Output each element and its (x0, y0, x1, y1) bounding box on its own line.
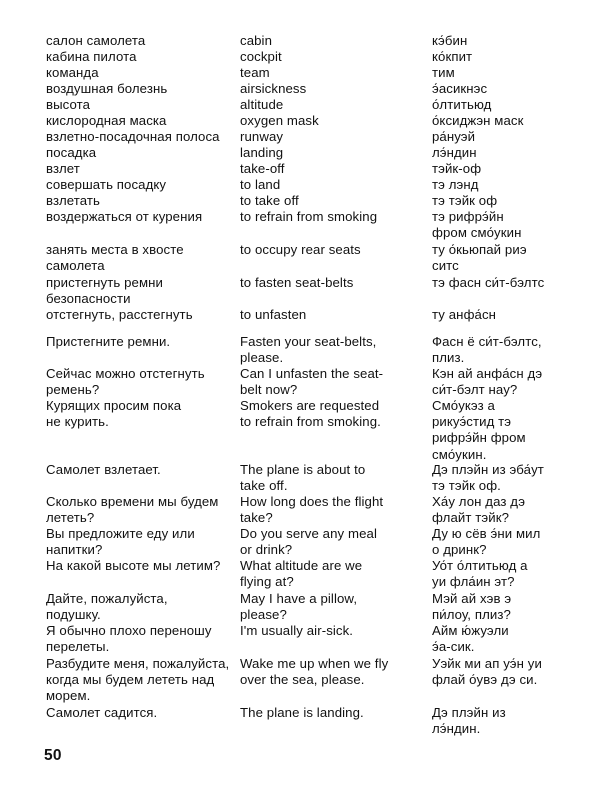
english-phrase (240, 656, 418, 688)
transcription-line: о́ксиджэн маск (432, 113, 524, 128)
russian-phrase-line: пристегнуть ремни (46, 275, 164, 290)
russian-phrase-line: кабина пилота (46, 49, 137, 64)
english-phrase (240, 33, 418, 49)
english-phrase (240, 145, 418, 161)
russian-phrase-line: На какой высоте мы летим? (46, 558, 221, 573)
russian-phrase (46, 145, 238, 161)
russian-phrase-line: Дайте, пожалуйста, (46, 591, 168, 606)
russian-phrase (46, 366, 238, 398)
russian-phrase (46, 623, 238, 655)
russian-phrase (46, 398, 238, 430)
transcription-line: кэ́бин (432, 33, 468, 48)
english-phrase (240, 591, 418, 623)
russian-phrase (46, 113, 238, 129)
transcription-line: тим (432, 65, 455, 80)
english-phrase-line: belt now? (240, 382, 298, 398)
russian-phrase (46, 65, 238, 81)
russian-phrase-line: когда мы будем лететь над (46, 672, 215, 688)
transcription-line: уи фла́ин эт? (432, 574, 515, 590)
transcription-line: флайт тэйк? (432, 510, 509, 526)
transcription-line: Ду ю сёв э́ни мил (432, 526, 541, 541)
transcription (432, 494, 597, 526)
english-phrase (240, 334, 418, 366)
english-phrase (240, 97, 418, 113)
russian-phrase-line: Сейчас можно отстегнуть (46, 366, 205, 381)
english-phrase (240, 209, 418, 225)
transcription-line: о́лтитьюд (432, 97, 492, 112)
transcription-line: Уо́т о́лтитьюд а (432, 558, 528, 573)
transcription (432, 275, 597, 291)
russian-phrase (46, 494, 238, 526)
english-phrase-line: landing (240, 145, 284, 160)
english-phrase-line: What altitude are we (240, 558, 363, 573)
transcription-line: ту анфа́сн (432, 307, 497, 322)
transcription-line: флай о́увэ дэ си. (432, 672, 538, 688)
english-phrase (240, 65, 418, 81)
russian-phrase-line: Курящих просим пока (46, 398, 182, 413)
russian-phrase-line: высота (46, 97, 91, 112)
english-phrase-line: Can I unfasten the seat- (240, 366, 384, 381)
transcription (432, 558, 597, 590)
russian-phrase-line: взлет (46, 161, 80, 176)
russian-phrase (46, 209, 238, 225)
transcription-line: Смо́укэз а (432, 398, 495, 413)
transcription (432, 398, 597, 463)
english-phrase (240, 623, 418, 639)
english-phrase (240, 129, 418, 145)
english-phrase-line: take off. (240, 478, 288, 494)
russian-phrase-line: занять места в хвосте (46, 242, 184, 257)
english-phrase (240, 307, 418, 323)
transcription (432, 656, 597, 688)
english-phrase-line: to occupy rear seats (240, 242, 361, 257)
transcription-line: Ха́у лон даз дэ (432, 494, 526, 509)
transcription (432, 113, 597, 129)
english-phrase-line: take-off (240, 161, 285, 176)
russian-phrase (46, 177, 238, 193)
english-phrase (240, 113, 418, 129)
transcription-line: рифрэ́йн фром (432, 430, 526, 446)
transcription (432, 307, 597, 323)
english-phrase-line: flying at? (240, 574, 294, 590)
english-phrase-line: The plane is landing. (240, 705, 364, 720)
transcription-line: ко́кпит (432, 49, 473, 64)
transcription (432, 334, 597, 366)
english-phrase-line: altitude (240, 97, 284, 112)
transcription-line: э́асикнэс (432, 81, 488, 96)
english-phrase-line: to land (240, 177, 281, 192)
english-phrase-line: to take off (240, 193, 299, 208)
english-phrase (240, 558, 418, 590)
transcription-line: ту о́кьюпай риэ (432, 242, 527, 257)
english-phrase-line: Wake me up when we fly (240, 656, 389, 671)
russian-phrase-line: посадка (46, 145, 97, 160)
transcription-line: тэ лэнд (432, 177, 479, 192)
transcription-line: Уэйк ми ап уэ́н уи (432, 656, 542, 671)
russian-phrase (46, 97, 238, 113)
russian-phrase-line: напитки? (46, 542, 103, 558)
transcription-line: фром смо́укин (432, 225, 522, 241)
page-number: 50 (44, 747, 62, 764)
russian-phrase-line: безопасности (46, 291, 131, 307)
english-phrase-line: over the sea, please. (240, 672, 365, 688)
english-phrase-line: or drink? (240, 542, 293, 558)
russian-phrase (46, 705, 238, 721)
russian-phrase-line: морем. (46, 688, 91, 704)
russian-phrase-line: взлетно-посадочная полоса (46, 129, 220, 144)
english-phrase-line: cabin (240, 33, 273, 48)
transcription-line: Дэ плэйн из эба́ут (432, 462, 544, 477)
english-phrase-line: to refrain from smoking (240, 209, 378, 224)
transcription-line: пи́лоу, плиз? (432, 607, 511, 623)
russian-phrase (46, 307, 238, 323)
english-phrase (240, 275, 418, 291)
transcription (432, 242, 597, 274)
transcription-line: рикуэ́стид тэ (432, 414, 512, 430)
transcription-line: тэ тэйк оф (432, 193, 498, 208)
english-phrase (240, 494, 418, 526)
russian-phrase (46, 558, 238, 574)
transcription-line: тэ фасн си́т-бэлтс (432, 275, 545, 290)
russian-phrase-line: ремень? (46, 382, 100, 398)
transcription (432, 193, 597, 209)
english-phrase-line: airsickness (240, 81, 307, 96)
english-phrase (240, 242, 418, 258)
russian-phrase-line: не курить. (46, 414, 109, 430)
english-phrase (240, 161, 418, 177)
russian-phrase (46, 49, 238, 65)
english-phrase (240, 398, 418, 430)
russian-phrase-line: Вы предложите еду или (46, 526, 195, 541)
transcription (432, 623, 597, 655)
transcription (432, 81, 597, 97)
transcription (432, 129, 597, 145)
transcription (432, 65, 597, 81)
transcription-line: Фасн ё си́т-бэлтс, (432, 334, 542, 349)
english-phrase (240, 462, 418, 494)
english-phrase (240, 705, 418, 721)
transcription-line: ситс (432, 258, 459, 274)
russian-phrase (46, 193, 238, 209)
transcription-line: Кэн ай анфа́сн дэ (432, 366, 543, 381)
transcription-line: Дэ плэйн из (432, 705, 506, 720)
russian-phrase-line: Самолет взлетает. (46, 462, 161, 477)
english-phrase (240, 526, 418, 558)
russian-phrase-line: совершать посадку (46, 177, 167, 192)
transcription (432, 591, 597, 623)
transcription-line: тэ рифрэ́йн (432, 209, 504, 224)
english-phrase (240, 177, 418, 193)
transcription-line: ра́нуэй (432, 129, 476, 144)
russian-phrase (46, 462, 238, 478)
russian-phrase (46, 656, 238, 705)
transcription-line: Айм ю́жуэли (432, 623, 509, 638)
english-phrase-line: please? (240, 607, 287, 623)
russian-phrase-line: отстегнуть, расстегнуть (46, 307, 193, 322)
transcription (432, 177, 597, 193)
english-phrase-line: take? (240, 510, 273, 526)
english-phrase-line: I'm usually air-sick. (240, 623, 354, 638)
transcription (432, 366, 597, 398)
russian-phrase (46, 591, 238, 623)
transcription (432, 209, 597, 241)
russian-phrase (46, 334, 238, 350)
english-phrase-line: team (240, 65, 270, 80)
transcription (432, 49, 597, 65)
english-phrase-line: How long does the flight (240, 494, 384, 509)
russian-phrase-line: команда (46, 65, 99, 80)
transcription-line: си́т-бэлт нау? (432, 382, 518, 398)
russian-phrase-line: взлетать (46, 193, 100, 208)
russian-phrase (46, 129, 238, 145)
english-phrase-line: please. (240, 350, 284, 366)
russian-phrase-line: Пристегните ремни. (46, 334, 171, 349)
english-phrase-line: Do you serve any meal (240, 526, 377, 541)
transcription-line: тэйк-оф (432, 161, 482, 176)
transcription (432, 462, 597, 494)
english-phrase-line: Fasten your seat-belts, (240, 334, 377, 349)
transcription (432, 97, 597, 113)
english-phrase-line: cockpit (240, 49, 282, 64)
transcription-line: смо́укин. (432, 446, 487, 462)
russian-phrase-line: Сколько времени мы будем (46, 494, 219, 509)
english-phrase-line: May I have a pillow, (240, 591, 358, 606)
transcription (432, 705, 597, 737)
english-phrase (240, 193, 418, 209)
english-phrase-line: to fasten seat-belts (240, 275, 354, 290)
transcription-line: тэ тэйк оф. (432, 478, 501, 494)
russian-phrase-line: подушку. (46, 607, 101, 623)
russian-phrase-line: лететь? (46, 510, 95, 526)
english-phrase (240, 49, 418, 65)
transcription (432, 145, 597, 161)
russian-phrase-line: воздушная болезнь (46, 81, 168, 96)
russian-phrase-line: Разбудите меня, пожалуйста, (46, 656, 230, 671)
russian-phrase-line: воздержаться от курения (46, 209, 203, 224)
transcription-line: о дринк? (432, 542, 487, 558)
russian-phrase-line: самолета (46, 258, 105, 274)
english-phrase-line: to unfasten (240, 307, 307, 322)
english-phrase-line: The plane is about to (240, 462, 366, 477)
english-phrase-line: Smokers are requested (240, 398, 380, 413)
russian-phrase-line: салон самолета (46, 33, 146, 48)
english-phrase-line: runway (240, 129, 284, 144)
russian-phrase-line: кислородная маска (46, 113, 167, 128)
russian-phrase-line: Самолет садится. (46, 705, 158, 720)
english-phrase (240, 366, 418, 398)
russian-phrase (46, 33, 238, 49)
transcription-line: плиз. (432, 350, 465, 366)
transcription (432, 161, 597, 177)
transcription (432, 526, 597, 558)
transcription-line: э́а-сик. (432, 639, 475, 655)
russian-phrase-line: Я обычно плохо переношу (46, 623, 212, 638)
russian-phrase (46, 81, 238, 97)
transcription-line: Мэй ай хэв э (432, 591, 512, 606)
russian-phrase (46, 242, 238, 274)
russian-phrase (46, 526, 238, 558)
transcription-line: лэ́ндин (432, 145, 477, 160)
russian-phrase (46, 161, 238, 177)
english-phrase-line: oxygen mask (240, 113, 319, 128)
russian-phrase (46, 275, 238, 307)
english-phrase-line: to refrain from smoking. (240, 414, 381, 430)
transcription (432, 33, 597, 49)
russian-phrase-line: перелеты. (46, 639, 110, 655)
transcription-line: лэ́ндин. (432, 721, 481, 737)
english-phrase (240, 81, 418, 97)
